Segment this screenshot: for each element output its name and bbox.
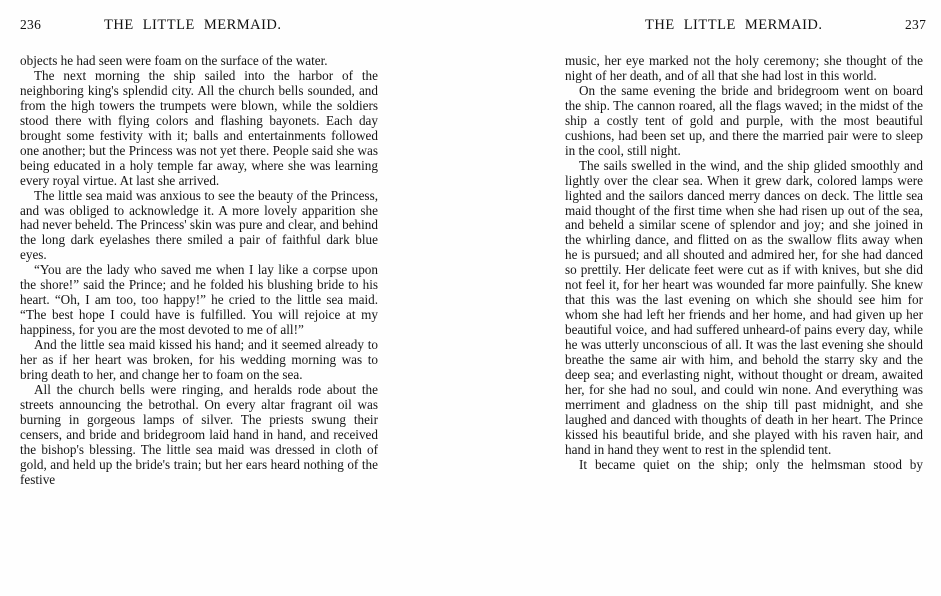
paragraph: On the same evening the bride and bridegroom went on board the ship. The cannon roared, all the flags waved; in the midst of the ship a costly tent of gold and purple, with the most beautiful cushions, had been set up, and there the married pair were to sleep in the cool, still night. bbox=[565, 82, 923, 158]
paragraph: All the church bells were ringing, and heralds rode about the streets announcing the betrothal. On every altar fragrant oil was burning in gorgeous lamps of silver. The priests swung their censers, and bride and bridegroom laid hand in hand, and received the bishop's blessing. The little sea maid was dressed in cloth of gold, and held up the bride's train; but her ears heard nothing of the festive bbox=[20, 381, 378, 487]
left-running-head bbox=[104, 17, 282, 37]
running-head-word: THE bbox=[645, 17, 675, 33]
paragraph: The sails swelled in the wind, and the ship glided smoothly and lightly over the clear sea. When it grew dark, colored lamps were lighted and the sailors danced merry dances on deck. The little sea maid thought of the first time when she had risen up out of the sea, and beheld a similar scene of splendor and joy; and she joined in the whirling dance, and flitted on as the swallow flits away when he is pursued; and all shouted and admired her, for she had danced so prettily. Her delicate feet were cut as if with knives, but she did not feel it, for her heart was wounded far more painfully. She knew that this was the last evening on which she should see him for whom she had left her friends and her home, and had given up her beautiful voice, and had suffered unheard-of pains every day, while he was utterly unconscious of all. It was the last evening she should breathe the same air with him, and behold the starry sky and the deep sea; and everlasting night, without thought or dream, awaited her, for she had no soul, and could win none. And everything was merriment and gladness on the ship till past midnight, and she laughed and danced with thoughts of death in her heart. The Prince kissed his beautiful bride, and she played with his raven hair, and hand in hand they went to rest in the splendid tent. bbox=[565, 157, 923, 457]
paragraph: objects he had seen were foam on the surface of the water. bbox=[20, 53, 328, 68]
paragraph: It became quiet on the ship; only the helmsman stood by bbox=[579, 456, 923, 472]
right-page bbox=[470, 0, 941, 596]
paragraph: The little sea maid was anxious to see the beauty of the Princess, and was obliged to acknowledge it. A more lovely apparition she had never beheld. The Princess' skin was pure and clear, and behind the long dark eyelashes there smiled a pair of faithful dark blue eyes. bbox=[20, 187, 378, 263]
left-text-column bbox=[20, 54, 378, 503]
paragraph: The next morning the ship sailed into the harbor of the neighboring king's splendid city. All the church bells sounded, and from the high towers the trumpets were blown, while the soldiers stood there with flying colors and flashing bayonets. Each day brought some festivity with it; balls and entertainments followed one another; but the Princess was not yet there. People said she was being educated in a holy temple far away, where she was learning every royal virtue. At last she arrived. bbox=[20, 67, 378, 188]
right-running-head bbox=[645, 17, 823, 37]
paragraph: music, her eye marked not the holy ceremony; she thought of the night of her death, and of all that she had lost in this world. bbox=[565, 53, 923, 83]
running-head-word: MERMAID. bbox=[203, 17, 282, 33]
right-text-column bbox=[565, 54, 923, 488]
running-head-word: MERMAID. bbox=[744, 17, 823, 33]
running-head-word: LITTLE bbox=[683, 17, 736, 33]
left-page bbox=[0, 0, 470, 596]
right-page-number: 237 bbox=[905, 17, 927, 32]
paragraph: And the little sea maid kissed his hand; and it seemed already to her as if her heart was broken, for his wedding morning was to bring death to her, and change her to foam on the sea. bbox=[20, 337, 378, 383]
paragraph: “You are the lady who saved me when I lay like a corpse upon the shore!” said the Prince; and he folded his blushing bride to his heart. “Oh, I am too, too happy!” he cried to the little sea maid. “The best hope I could have is fulfilled. You will rejoice at my happiness, for you are the most devoted to me of all!” bbox=[20, 262, 378, 338]
running-head-word: THE bbox=[104, 17, 134, 33]
left-page-number: 236 bbox=[20, 17, 42, 32]
running-head-word: LITTLE bbox=[142, 17, 195, 33]
